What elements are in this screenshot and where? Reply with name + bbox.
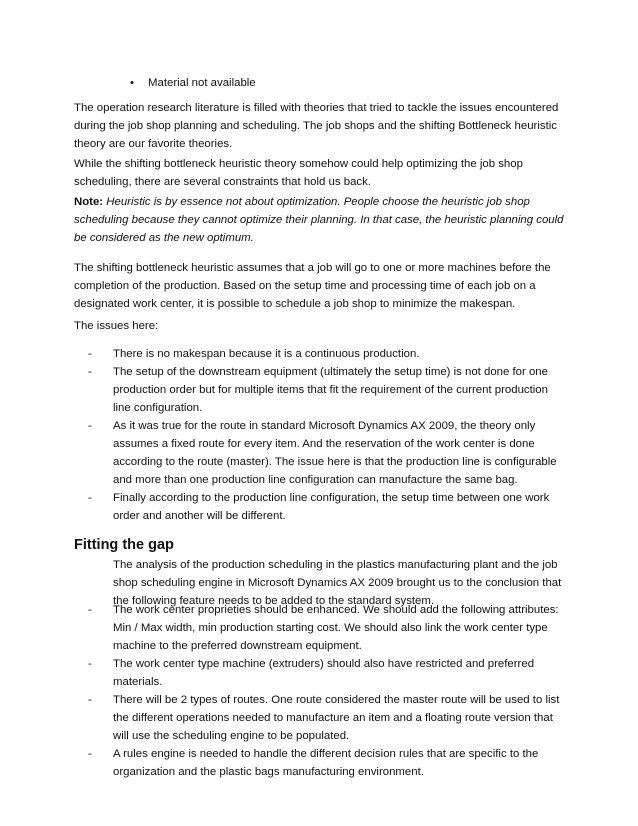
- dash-marker: -: [88, 748, 92, 760]
- section-title-fitting-the-gap: Fitting the gap: [74, 537, 174, 553]
- dash-marker: -: [88, 492, 92, 504]
- list-item: [88, 655, 568, 691]
- paragraph-constraints: While the shifting bottleneck heuristic theory somehow could help optimizing the job shop scheduling, there are several constraints that hold us back.: [74, 158, 523, 188]
- bullet-text: Material not available: [148, 77, 256, 89]
- list-item: [88, 601, 568, 655]
- paragraph-literature: The operation research literature is filled with theories that tried to tackle the issues encountered during the job shop planning and scheduling. The job shops and the shifting Bottleneck heuristic theory are our favorite theories.: [74, 102, 559, 150]
- list-item-text: A rules engine is needed to handle the different decision rules that are specific to the organization and the plastic bags manufacturing environment.: [113, 748, 539, 778]
- issues-intro: The issues here:: [74, 320, 159, 332]
- dash-marker: -: [88, 420, 92, 432]
- list-item: [88, 691, 568, 745]
- paragraph-heuristic-assumption: The shifting bottleneck heuristic assumes that a job will go to one or more machines before the completion of the production. Based on the setup time and processing time of each job on a designated work center, it is possible to schedule a job shop to minimize the makespan.: [74, 262, 551, 310]
- list-item: [88, 345, 568, 363]
- list-item-text: As it was true for the route in standard Microsoft Dynamics AX 2009, the theory only assumes a fixed route for every item. And the reservation of the work center is done according to the route (master). The issue here is that the production line is configurable and more than one production line configuration can manufacture the same bag.: [113, 420, 557, 486]
- gap-intro-paragraph: The analysis of the production scheduling in the plastics manufacturing plant and the job shop scheduling engine in Microsoft Dynamics AX 2009 brought us to the conclusion that the following feature needs to be added to the standard system.: [113, 559, 562, 607]
- dash-marker: -: [88, 348, 92, 360]
- dash-marker: -: [88, 694, 92, 706]
- list-item-text: The setup of the downstream equipment (ultimately the setup time) is not done for one production order but for multiple items that fit the requirement of the current production line configuration.: [113, 366, 548, 414]
- issues-list: [88, 345, 568, 525]
- list-item-text: The work center proprieties should be enhanced. We should add the following attributes: Min / Max width, min production starting cost. We should also link the work center type machine to the preferred downstream equipment.: [113, 604, 559, 652]
- dash-marker: -: [88, 604, 92, 616]
- gap-items-list: [88, 601, 568, 781]
- list-item-text: There is no makespan because it is a continuous production.: [113, 348, 420, 360]
- dash-marker: -: [88, 658, 92, 670]
- dash-marker: -: [88, 366, 92, 378]
- list-item-text: The work center type machine (extruders) should also have restricted and preferred materials.: [113, 658, 535, 688]
- note-label: Note:: [74, 196, 104, 208]
- list-item: [88, 745, 568, 781]
- list-item-text: Finally according to the production line configuration, the setup time between one work order and another will be different.: [113, 492, 550, 522]
- list-item: [88, 363, 568, 417]
- note-paragraph: [74, 193, 570, 247]
- list-item-text: There will be 2 types of routes. One route considered the master route will be used to list the different operations needed to manufacture an item and a floating route version that will use the scheduling engine to be populated.: [113, 694, 560, 742]
- note-body: Heuristic is by essence not about optimization. People choose the heuristic job shop scheduling because they cannot optimize their planning. In that case, the heuristic planning could be considered as the new optimum.: [74, 196, 564, 244]
- list-item: [88, 489, 568, 525]
- bullet-dot-icon: •: [130, 77, 134, 89]
- list-item: [88, 417, 568, 489]
